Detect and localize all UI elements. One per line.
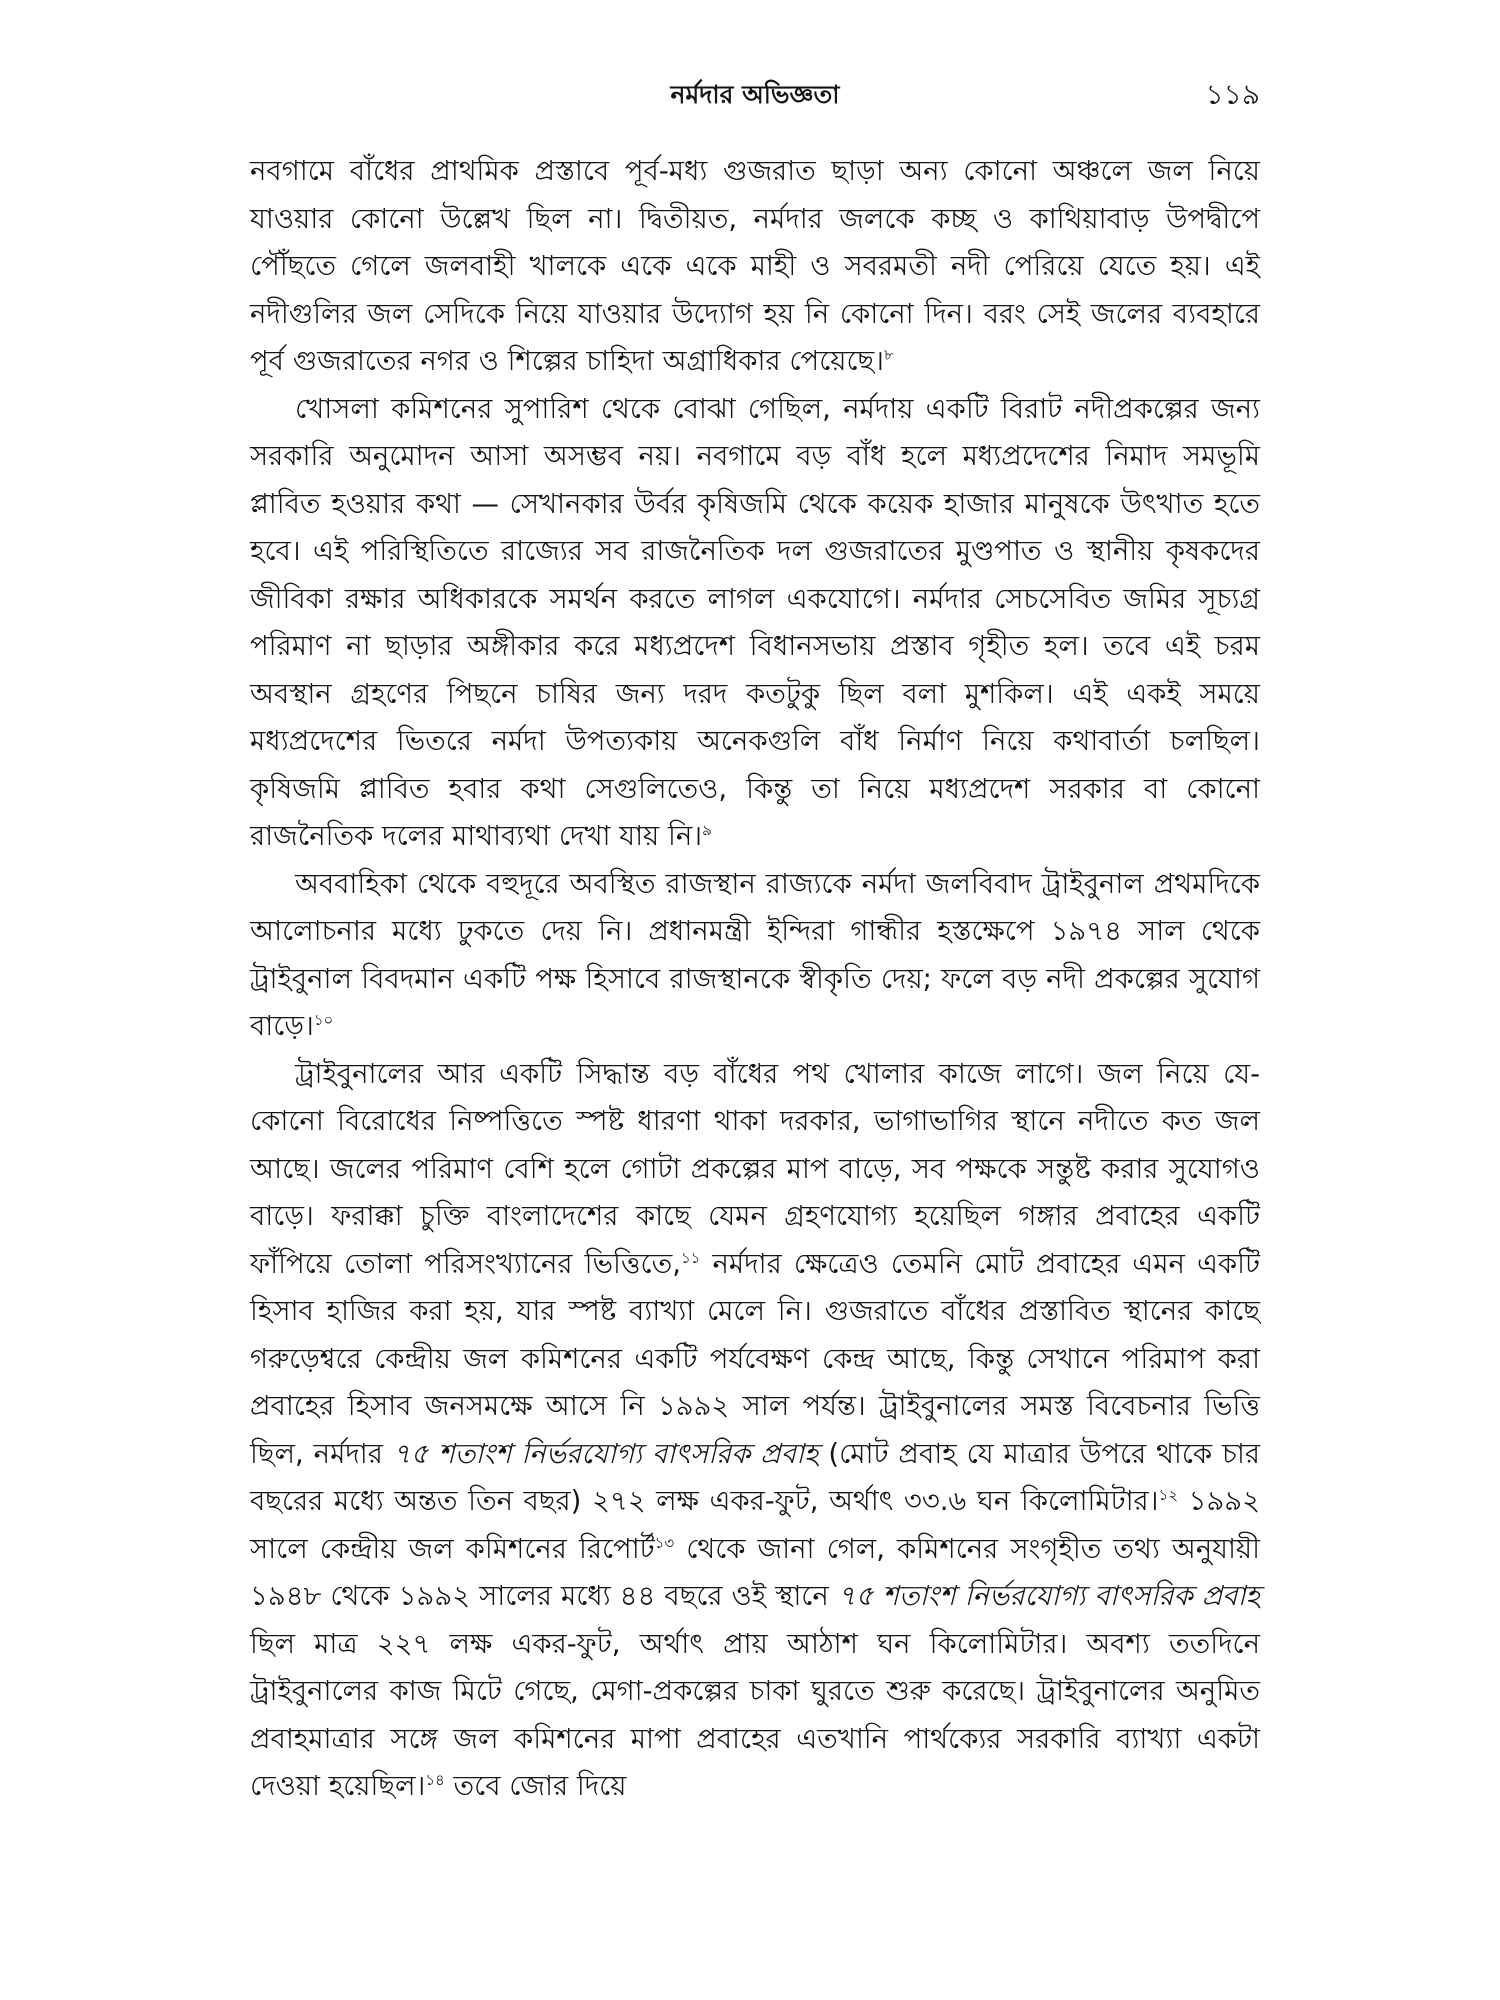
running-title: নর্মদার অভিজ্ঞতা <box>670 80 840 109</box>
paragraph-2 <box>250 386 1260 861</box>
footnote-marker-13: ১৩ <box>654 1533 675 1552</box>
footnote-marker-10: ১০ <box>313 1010 334 1029</box>
paragraph-text: তবে জোর দিয়ে <box>444 1770 627 1802</box>
paragraph-text: খোসলা কমিশনের সুপারিশ থেকে বোঝা গেছিল, নর্মদায় একটি বিরাট নদীপ্রকল্পের জন্য সরকারি অনুমোদন আসা অসম্ভব নয়। নবগামে বড় বাঁধ হলে মধ্যপ্রদেশের নিমাদ সমভূমি প্লাবিত হওয়ার কথা — সেখানকার উর্বর কৃষিজমি থেকে কয়েক হাজার মানুষকে উৎখাত হতে হবে। এই পরিস্থিতিতে রাজ্যের সব রাজনৈতিক দল গুজরাতের মুণ্ডপাত ও স্থানীয় কৃষকদের জীবিকা রক্ষার অধিকারকে সমর্থন করতে লাগল একযোগে। নর্মদার সেচসেবিত জমির সূচ্যগ্র পরিমাণ না ছাড়ার অঙ্গীকার করে মধ্যপ্রদেশ বিধানসভায় প্রস্তাব গৃহীত হল। তবে এই চরম অবস্থান গ্রহণের পিছনে চাষির জন্য দরদ কতটুকু ছিল বলা মুশকিল। এই একই সময়ে মধ্যপ্রদেশের ভিতরে নর্মদা উপত্যকায় অনেকগুলি বাঁধ নির্মাণ নিয়ে কথাবার্তা চলছিল। কৃষিজমি প্লাবিত হবার কথা সেগুলিতেও, কিন্তু তা নিয়ে মধ্যপ্রদেশ সরকার বা কোনো রাজনৈতিক দলের মাথাব্যথা দেখা যায় নি। <box>250 392 1260 852</box>
footnote-marker-11: ১১ <box>680 1248 701 1267</box>
paragraph-text: নবগামে বাঁধের প্রাথমিক প্রস্তাবে পূর্ব-মধ্য গুজরাত ছাড়া অন্য কোনো অঞ্চলে জল নিয়ে যাওয়ার কোনো উল্লেখ ছিল না। দ্বিতীয়ত, নর্মদার জলকে কচ্ছ ও কাথিয়াবাড় উপদ্বীপে পৌঁছতে গেলে জলবাহী খালকে একে একে মাহী ও সবরমতী নদী পেরিয়ে যেতে হয়। এই নদীগুলির জল সেদিকে নিয়ে যাওয়ার উদ্যোগ হয় নি কোনো দিন। বরং সেই জলের ব্যবহারে পূর্ব গুজরাতের নগর ও শিল্পের চাহিদা অগ্রাধিকার পেয়েছে। <box>250 155 1260 377</box>
paragraph-text: থেকে জানা গেল, কমিশনের সংগৃহীত তথ্য অনুযায়ী ১৯৪৮ থেকে ১৯৯২ সালের মধ্যে ৪৪ বছরে ওই স্থানে <box>250 1532 1260 1612</box>
paragraph-text: ছিল মাত্র ২২৭ লক্ষ একর-ফুট, অর্থাৎ প্রায় আঠাশ ঘন কিলোমিটার। অবশ্য ততদিনে ট্রাইবুনালের কাজ মিটে গেছে, মেগা-প্রকল্পের চাকা ঘুরতে শুরু করেছে। ট্রাইবুনালের অনুমিত প্রবাহমাত্রার সঙ্গে জল কমিশনের মাপা প্রবাহের এতখানি পার্থক্যের সরকারি ব্যাখ্যা একটা দেওয়া হয়েছিল। <box>250 1627 1260 1802</box>
footnote-marker-12: ১২ <box>1158 1485 1179 1504</box>
paragraph-text: নর্মদার ক্ষেত্রেও তেমনি মোট প্রবাহের এমন একটি হিসাব হাজির করা হয়, যার স্পষ্ট ব্যাখ্যা মেলে নি। গুজরাতে বাঁধের প্রস্তাবিত স্থানের কাছে গরুড়েশ্বরে কেন্দ্রীয় জল কমিশনের একটি পর্যবেক্ষণ কেন্দ্র আছে, কিন্তু সেখানে পরিমাপ করা প্রবাহের হিসাব জনসমক্ষে আসে নি ১৯৯২ সাল পর্যন্ত। ট্রাইবুনালের সমস্ত বিবেচনার ভিত্তি ছিল, নর্মদার <box>250 1247 1260 1470</box>
paragraph-text: (মোট প্রবাহ যে মাত্রার উপরে থাকে চার বছরের মধ্যে অন্তত তিন বছর) ২৭২ লক্ষ একর-ফুট, অর্থাৎ ৩৩.৬ ঘন কিলোমিটার। <box>250 1437 1260 1517</box>
paragraph-text: ট্রাইবুনালের আর একটি সিদ্ধান্ত বড় বাঁধের পথ খোলার কাজে লাগে। জল নিয়ে যে-কোনো বিরোধের নিষ্পত্তিতে স্পষ্ট ধারণা থাকা দরকার, ভাগাভাগির স্থানে নদীতে কত জল আছে। জলের পরিমাণ বেশি হলে গোটা প্রকল্পের মাপ বাড়ে, সব পক্ষকে সন্তুষ্ট করার সুযোগও বাড়ে। ফরাক্কা চুক্তি বাংলাদেশের কাছে যেমন গ্রহণযোগ্য হয়েছিল গঙ্গার প্রবাহের একটি ফাঁপিয়ে তোলা পরিসংখ্যানের ভিত্তিতে, <box>250 1057 1260 1280</box>
footnote-marker-8: ৮ <box>884 345 894 364</box>
page-number: ১১৯ <box>1205 78 1260 111</box>
body-text <box>250 148 1260 1811</box>
paragraph-1 <box>250 148 1260 386</box>
page-header <box>250 78 1260 118</box>
footnote-marker-9: ৯ <box>702 820 712 839</box>
italic-term: ৭৫ শতাংশ নির্ভরযোগ্য বাৎসরিক প্রবাহ <box>392 1437 819 1470</box>
footnote-marker-14: ১৪ <box>425 1770 445 1789</box>
paragraph-3 <box>250 861 1260 1051</box>
paragraph-text: অববাহিকা থেকে বহুদূরে অবস্থিত রাজস্থান রাজ্যকে নর্মদা জলবিবাদ ট্রাইবুনাল প্রথমদিকে আলোচনার মধ্যে ঢুকতে দেয় নি। প্রধানমন্ত্রী ইন্দিরা গান্ধীর হস্তক্ষেপে ১৯৭৪ সাল থেকে ট্রাইবুনাল বিবদমান একটি পক্ষ হিসাবে রাজস্থানকে স্বীকৃতি দেয়; ফলে বড় নদী প্রকল্পের সুযোগ বাড়ে। <box>250 867 1260 1042</box>
paragraph-text: ১৯৯২ সালে কেন্দ্রীয় জল কমিশনের রিপোর্ট <box>250 1485 1261 1565</box>
paragraph-4 <box>250 1051 1260 1811</box>
italic-term: ৭৫ শতাংশ নির্ভরযোগ্য বাৎসরিক প্রবাহ <box>837 1580 1260 1612</box>
